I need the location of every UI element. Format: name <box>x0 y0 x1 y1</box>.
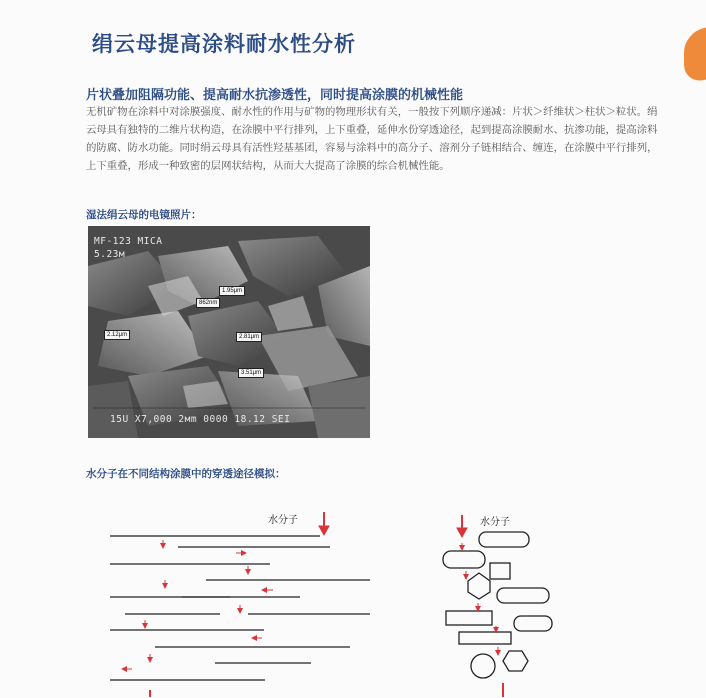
photo-caption: 湿法绢云母的电镜照片： <box>86 209 202 221</box>
particle-structure-diagram <box>443 532 552 678</box>
particle-capsule <box>497 588 549 603</box>
particle-square <box>490 563 510 579</box>
measurement-label: 3.51μm <box>238 368 264 378</box>
micrograph-texture <box>88 226 370 438</box>
section-body: 无机矿物在涂料中对涂膜强度、耐水性的作用与矿物的物理形状有关，一般按下列顺序递减：片状＞纤维状＞柱状＞粒状。绢云母具有独特的二维片状构造，在涂膜中平行排列，上下重叠，延伸水份穿透途径，起到提高涂膜耐水、抗渗功能，提高涂料的防腐、防水功能。同时绢云母具有活性羟基基团，容易与涂料中的高分子、溶剂分子链相结合、缠连，在涂膜中平行排列，上下重叠，形成一种致密的层网状结构，从而大大提高了涂膜的综合机械性能。 <box>86 106 658 172</box>
section-heading: 片状叠加阻隔功能、提高耐水抗渗透性，同时提高涂膜的机械性能 <box>86 88 464 103</box>
corner-accent-shape <box>684 24 706 85</box>
particle-rect <box>446 611 492 625</box>
right-penetration-arrows <box>457 515 503 697</box>
arrow-head-icon <box>457 528 467 537</box>
arrow-head-icon <box>319 526 329 535</box>
particle-capsule <box>443 551 485 568</box>
micrograph-sample-sub: 5.23м <box>94 249 126 260</box>
particle-hexagon <box>468 573 490 599</box>
measurement-label: 2.12μm <box>104 330 130 340</box>
micrograph-scale-bar-text: 15U X7,000 2мm 0000 18.12 SEI <box>110 414 291 425</box>
page-title: 绢云母提高涂料耐水性分析 <box>92 32 356 56</box>
sem-micrograph <box>88 226 370 438</box>
particle-capsule <box>479 532 529 547</box>
measurement-label: 862nm <box>196 298 220 308</box>
measurement-label: 2.81μm <box>236 332 262 342</box>
water-molecule-label-left: 水分子 <box>268 515 298 526</box>
particle-circle <box>471 654 495 678</box>
water-molecule-label-right: 水分子 <box>480 517 510 528</box>
layered-structure-diagram <box>110 536 370 680</box>
particle-rect <box>459 632 511 644</box>
particle-hexagon <box>503 651 528 671</box>
micrograph-sample-id: MF-123 MICA <box>94 236 163 247</box>
simulation-caption: 水分子在不同结构涂膜中的穿透途径模拟： <box>86 468 286 480</box>
left-penetration-arrows <box>124 512 329 697</box>
particle-capsule <box>514 616 552 631</box>
measurement-label: 1.95μm <box>219 286 245 296</box>
